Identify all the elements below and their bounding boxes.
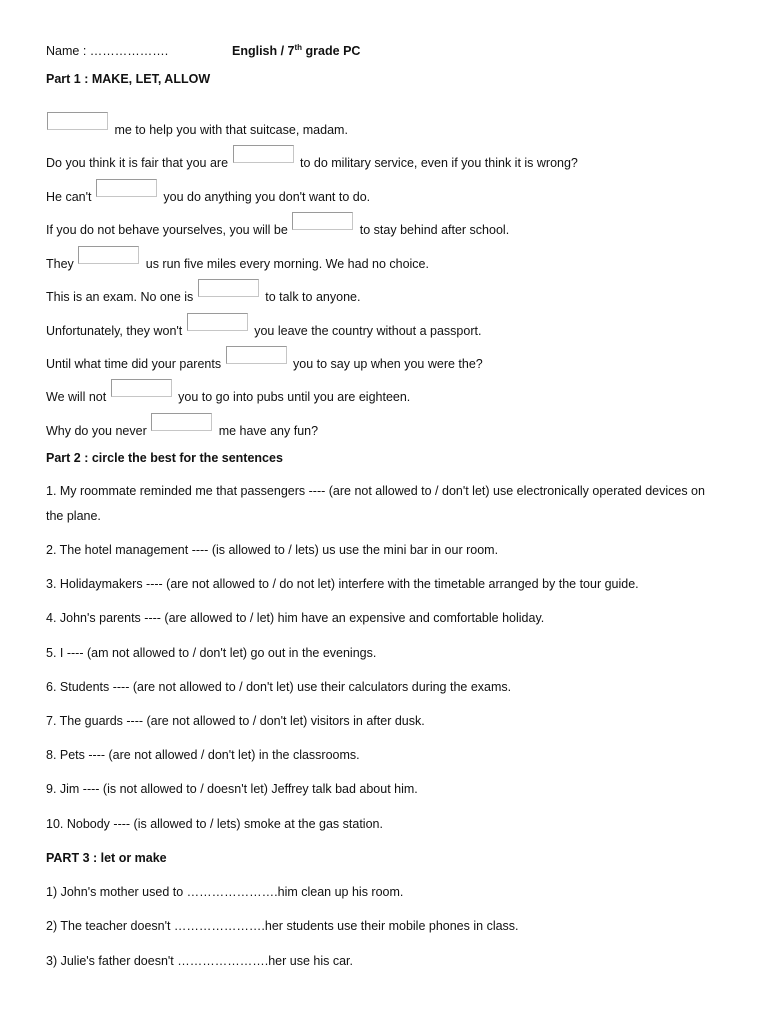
item-text-after: us run five miles every morning. We had no choice. xyxy=(142,257,429,271)
item-text-after: you leave the country without a passport. xyxy=(250,324,482,338)
part2-item-3: 3. Holidaymakers ---- (are not allowed to / do not let) interfere with the timetable arranged by the tour guide. xyxy=(46,577,639,591)
part1-item-6 xyxy=(46,279,360,304)
answer-box[interactable] xyxy=(78,246,139,264)
part2-item-6: 6. Students ---- (are not allowed to / don't let) use their calculators during the exams. xyxy=(46,680,512,694)
grade-prefix: English / 7 xyxy=(232,44,295,58)
part1-item-2 xyxy=(46,145,578,170)
item-text-before: They xyxy=(46,257,78,271)
item-text-before: Why do you never xyxy=(46,424,151,438)
part1-item-10 xyxy=(46,413,318,438)
part1-item-7 xyxy=(46,313,481,338)
answer-box[interactable] xyxy=(151,413,212,431)
grade-title xyxy=(232,44,360,58)
part2-item-8: 8. Pets ---- (are not allowed / don't let) in the classrooms. xyxy=(46,748,360,762)
grade-suffix: grade PC xyxy=(302,44,361,58)
name-field-label: Name : ………………. xyxy=(46,44,169,58)
part3-item-1: 1) John's mother used to ………………….him clean up his room. xyxy=(46,885,404,899)
part1-item-3 xyxy=(46,179,370,204)
worksheet-header xyxy=(46,42,361,58)
answer-box[interactable] xyxy=(233,145,294,163)
item-text-before: Unfortunately, they won't xyxy=(46,324,186,338)
answer-box[interactable] xyxy=(47,112,108,130)
answer-box[interactable] xyxy=(198,279,259,297)
part1-item-4 xyxy=(46,212,509,237)
item-text-before: He can't xyxy=(46,190,95,204)
item-text-after: to stay behind after school. xyxy=(356,223,510,237)
part3-item-2: 2) The teacher doesn't ………………….her students use their mobile phones in class. xyxy=(46,919,519,933)
answer-box[interactable] xyxy=(187,313,248,331)
part1-item-8 xyxy=(46,346,483,371)
part1-title: Part 1 : MAKE, LET, ALLOW xyxy=(46,72,211,86)
part2-title: Part 2 : circle the best for the sentences xyxy=(46,451,283,465)
item-text-after: me have any fun? xyxy=(215,424,319,438)
part3-title: PART 3 : let or make xyxy=(46,851,167,865)
part1-item-1 xyxy=(46,112,348,137)
answer-box[interactable] xyxy=(111,379,172,397)
part2-item-1: 1. My roommate reminded me that passengers ---- (are not allowed to / don't let) use electronically operated devices on the plane. xyxy=(46,484,705,523)
answer-box[interactable] xyxy=(292,212,353,230)
item-text-after: you do anything you don't want to do. xyxy=(159,190,371,204)
item-text-after: to do military service, even if you think it is wrong? xyxy=(296,156,578,170)
part2-item-7: 7. The guards ---- (are not allowed to / don't let) visitors in after dusk. xyxy=(46,714,425,728)
item-text-before: This is an exam. No one is xyxy=(46,290,197,304)
item-text-before: Do you think it is fair that you are xyxy=(46,156,232,170)
part2-item-10: 10. Nobody ---- (is allowed to / lets) smoke at the gas station. xyxy=(46,817,383,831)
part1-item-9 xyxy=(46,379,410,404)
item-text-after: you to say up when you were the? xyxy=(289,357,483,371)
answer-box[interactable] xyxy=(96,179,157,197)
item-text-after: you to go into pubs until you are eighteen. xyxy=(174,390,411,404)
part2-item-2: 2. The hotel management ---- (is allowed to / lets) us use the mini bar in our room. xyxy=(46,543,499,557)
item-text-after: to talk to anyone. xyxy=(261,290,361,304)
answer-box[interactable] xyxy=(226,346,287,364)
part2-item-9: 9. Jim ---- (is not allowed to / doesn't let) Jeffrey talk bad about him. xyxy=(46,782,418,796)
part2-item-5: 5. I ---- (am not allowed to / don't let) go out in the evenings. xyxy=(46,646,377,660)
item-text-before: We will not xyxy=(46,390,110,404)
item-text-before: Until what time did your parents xyxy=(46,357,225,371)
part3-item-3: 3) Julie's father doesn't ………………….her use his car. xyxy=(46,954,353,968)
grade-sup: th xyxy=(294,42,303,52)
item-text-before: If you do not behave yourselves, you will be xyxy=(46,223,292,237)
part2-item-4: 4. John's parents ---- (are allowed to / let) him have an expensive and comfortable holiday. xyxy=(46,611,545,625)
item-text-after: me to help you with that suitcase, madam. xyxy=(111,123,348,137)
part1-item-5 xyxy=(46,246,429,271)
